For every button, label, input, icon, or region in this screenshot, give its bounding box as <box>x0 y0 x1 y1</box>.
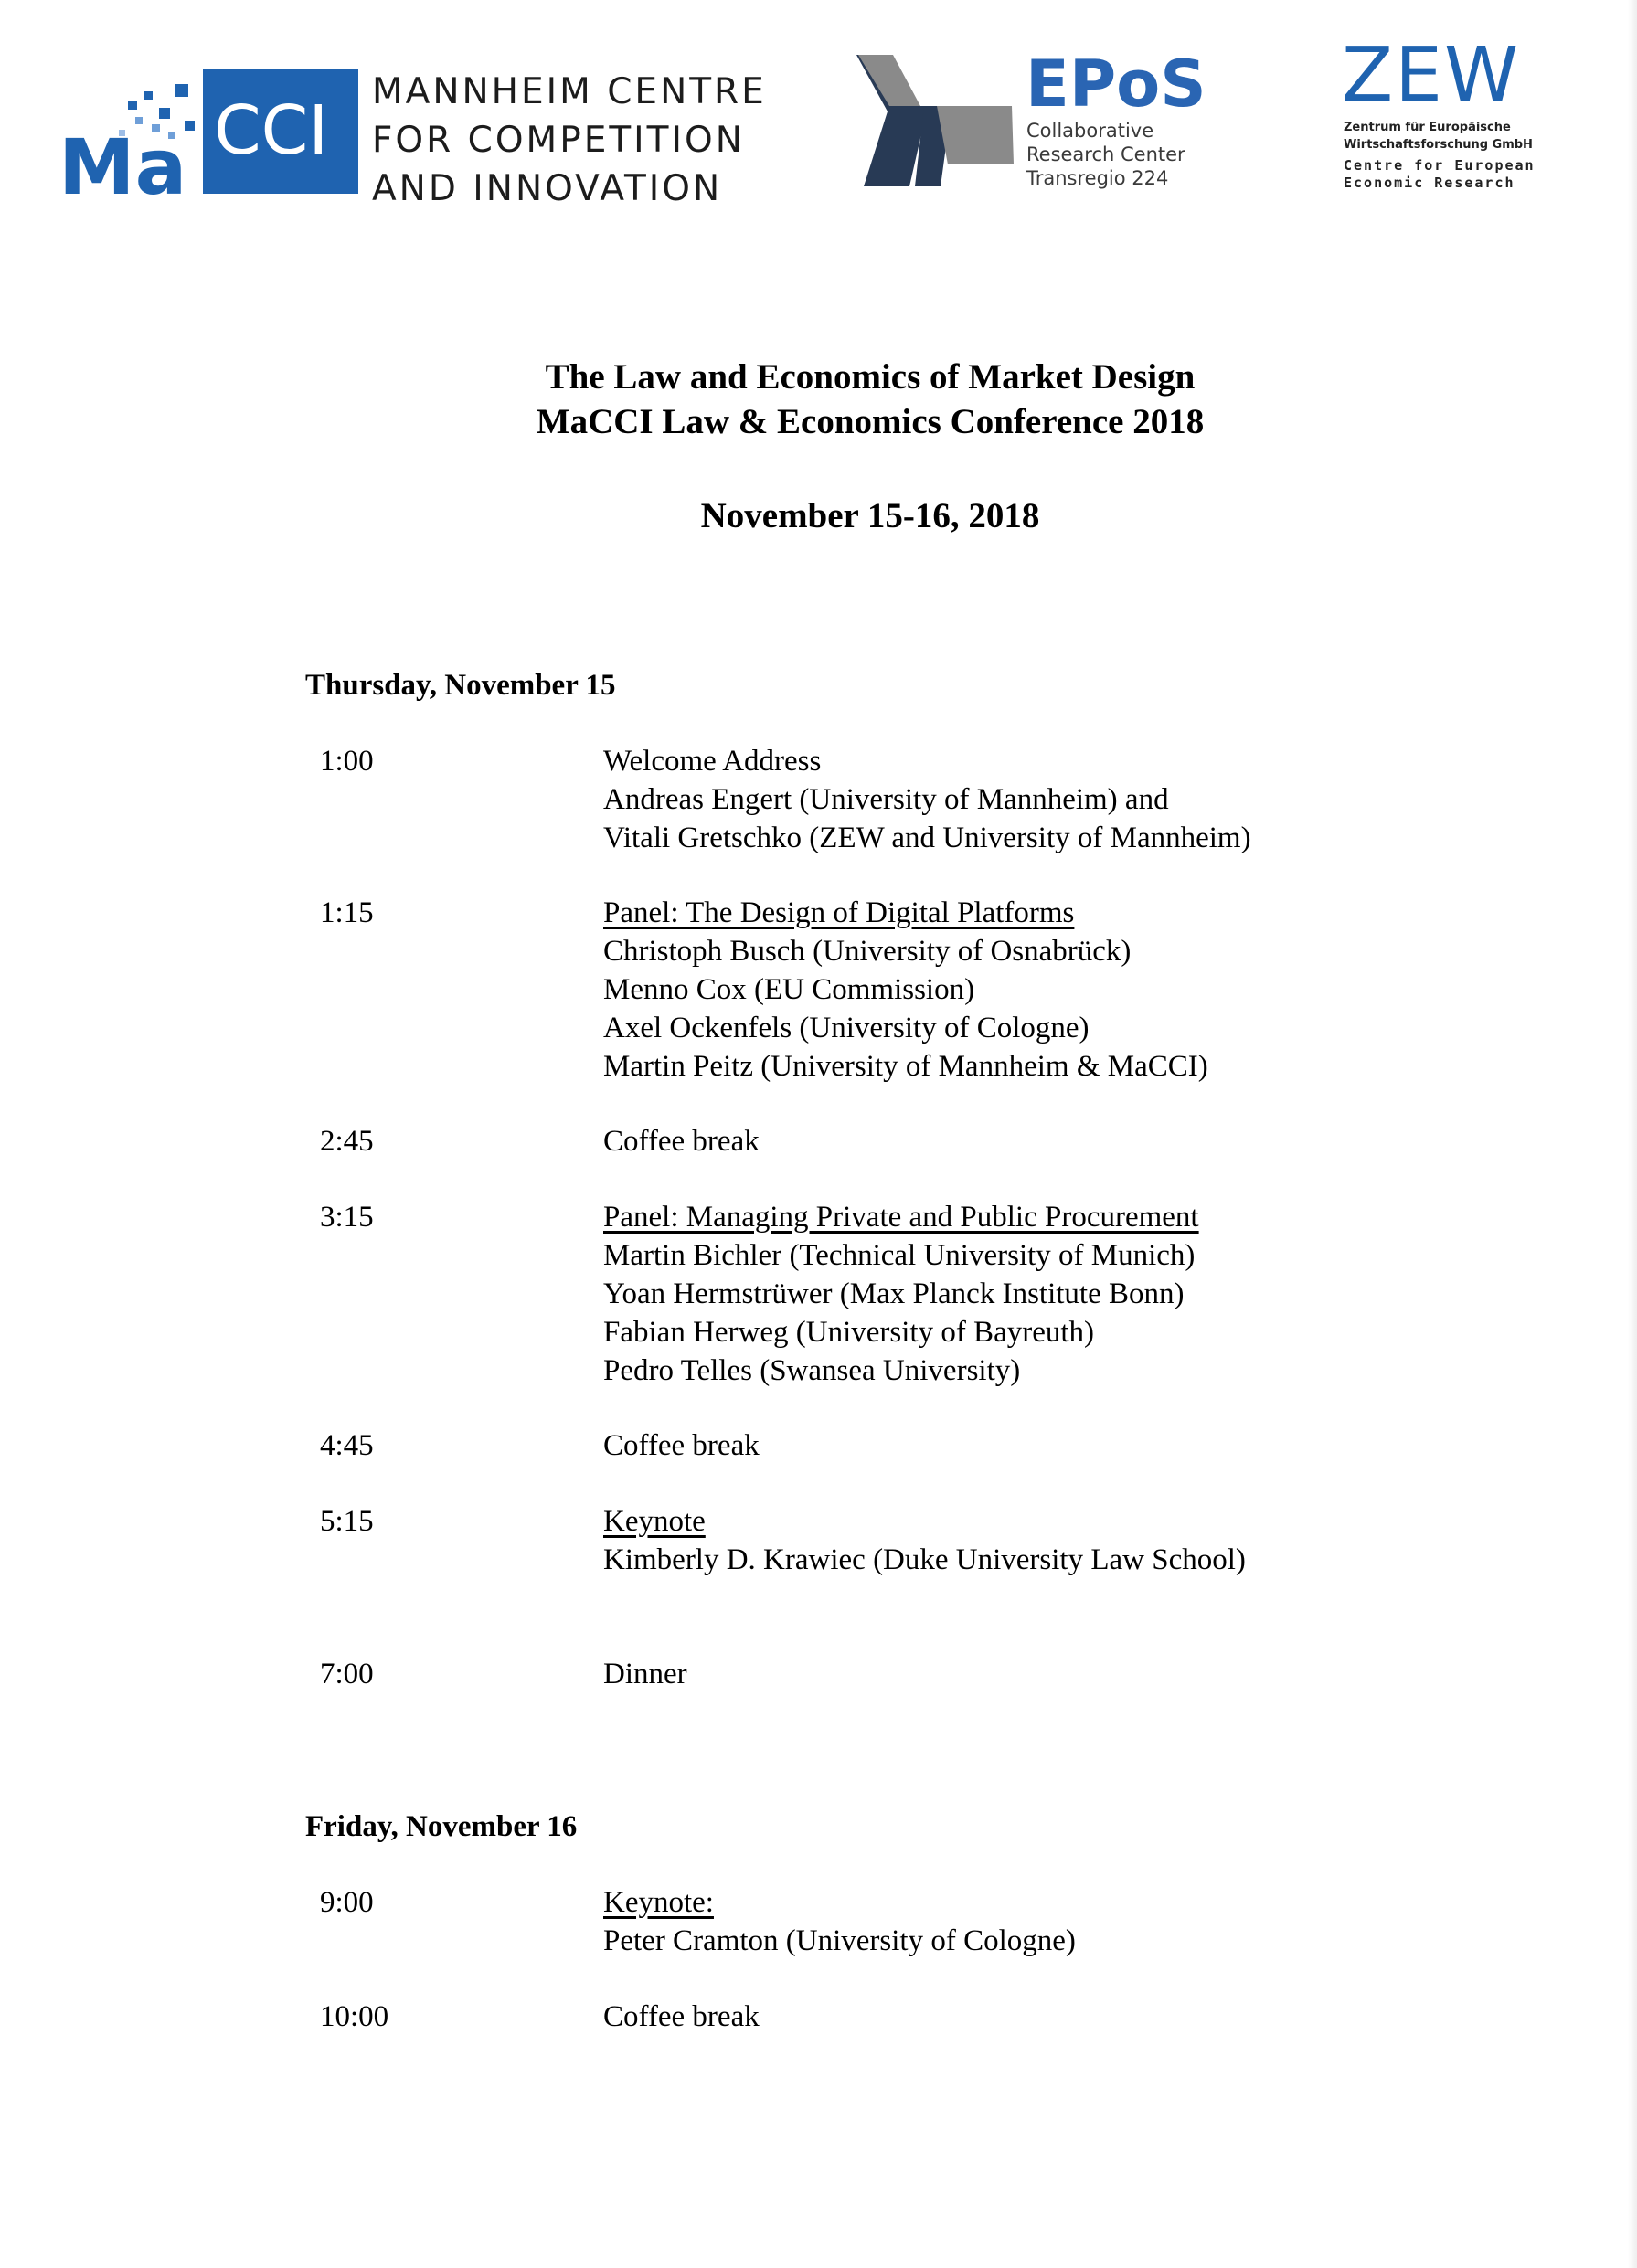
epos-logo <box>856 47 1206 203</box>
epos-line: Collaborative <box>1026 120 1154 142</box>
entry-lines <box>603 894 1208 1086</box>
entry-lines <box>603 1655 687 1693</box>
zew-line: Centre for European <box>1344 157 1536 174</box>
zew-line: Zentrum für Europäische <box>1344 121 1511 134</box>
title-line-1: The Law and Economics of Market Design <box>545 357 1196 397</box>
macci-logo-mark <box>57 66 367 201</box>
title-line-2: MaCCI Law & Economics Conference 2018 <box>536 402 1205 441</box>
zew-logo <box>1342 32 1536 199</box>
entry-line: Kimberly D. Krawiec (Duke University Law School) <box>603 1543 1246 1576</box>
entry-time: 5:15 <box>320 1505 374 1538</box>
zew-english-name <box>1344 157 1536 192</box>
entry-lines <box>603 1426 760 1465</box>
day-heading-friday: Friday, November 16 <box>305 1810 578 1843</box>
zew-line: Economic Research <box>1344 175 1515 191</box>
epos-line: Transregio 224 <box>1026 167 1169 189</box>
entry-lines <box>603 742 1251 857</box>
entry-lines <box>603 1122 760 1160</box>
epos-line: Research Center <box>1026 143 1185 165</box>
macci-logo <box>57 66 767 209</box>
zew-line: Wirtschaftsforschung GmbH <box>1344 138 1533 152</box>
entry-line: Peter Cramton (University of Cologne) <box>603 1924 1076 1957</box>
entry-lines <box>603 1198 1199 1390</box>
entry-session-title: Panel: The Design of Digital Platforms <box>603 896 1075 929</box>
macci-line: FOR COMPETITION <box>372 120 745 161</box>
epos-word: EPoS <box>1026 47 1206 122</box>
entry-line: Martin Peitz (University of Mannheim & MaCCI) <box>603 1050 1208 1083</box>
day-heading-thursday: Thursday, November 15 <box>305 669 616 702</box>
entry-line: Coffee break <box>603 2000 760 2033</box>
epos-subtitle <box>1026 119 1185 190</box>
entry-time: 7:00 <box>320 1658 374 1690</box>
entry-lines <box>603 1502 1246 1579</box>
entry-time: 2:45 <box>320 1125 374 1158</box>
entry-line: Welcome Address <box>603 745 822 778</box>
entry-line: Christoph Busch (University of Osnabrück) <box>603 935 1132 968</box>
entry-line: Coffee break <box>603 1429 760 1462</box>
entry-line: Yoan Hermstrüwer (Max Planck Institute Bonn) <box>603 1277 1185 1310</box>
macci-mark-ma: Ma <box>58 122 187 201</box>
page-edge-shadow <box>1628 0 1637 2268</box>
entry-time: 3:15 <box>320 1201 374 1234</box>
entry-time: 10:00 <box>320 2000 389 2033</box>
entry-line: Dinner <box>603 1658 687 1690</box>
entry-lines <box>603 1998 760 2036</box>
conference-title <box>0 355 1637 538</box>
entry-lines <box>603 1883 1076 1960</box>
entry-line: Martin Bichler (Technical University of Munich) <box>603 1239 1196 1272</box>
zew-word: ZEW <box>1342 32 1521 119</box>
entry-line: Coffee break <box>603 1125 760 1158</box>
entry-line: Fabian Herweg (University of Bayreuth) <box>603 1316 1095 1349</box>
conference-date: November 15-16, 2018 <box>700 496 1040 535</box>
macci-line: MANNHEIM CENTRE <box>372 71 767 112</box>
entry-time: 4:45 <box>320 1429 374 1462</box>
zew-german-name <box>1344 119 1533 154</box>
entry-session-title: Keynote: <box>603 1886 714 1919</box>
entry-line: Vitali Gretschko (ZEW and University of Mannheim) <box>603 821 1251 854</box>
epos-logo-mark <box>856 51 1026 197</box>
entry-session-title: Panel: Managing Private and Public Procurement <box>603 1201 1199 1234</box>
entry-time: 1:15 <box>320 896 374 929</box>
entry-time: 1:00 <box>320 745 374 778</box>
entry-session-title: Keynote <box>603 1505 706 1538</box>
macci-line: AND INNOVATION <box>372 168 723 209</box>
entry-line: Axel Ockenfels (University of Cologne) <box>603 1012 1090 1044</box>
macci-mark-cci: CCI <box>214 91 329 170</box>
entry-line: Andreas Engert (University of Mannheim) and <box>603 783 1169 816</box>
entry-line: Menno Cox (EU Commission) <box>603 973 975 1006</box>
macci-logo-text <box>372 68 767 213</box>
entry-time: 9:00 <box>320 1886 374 1919</box>
entry-line: Pedro Telles (Swansea University) <box>603 1354 1021 1387</box>
